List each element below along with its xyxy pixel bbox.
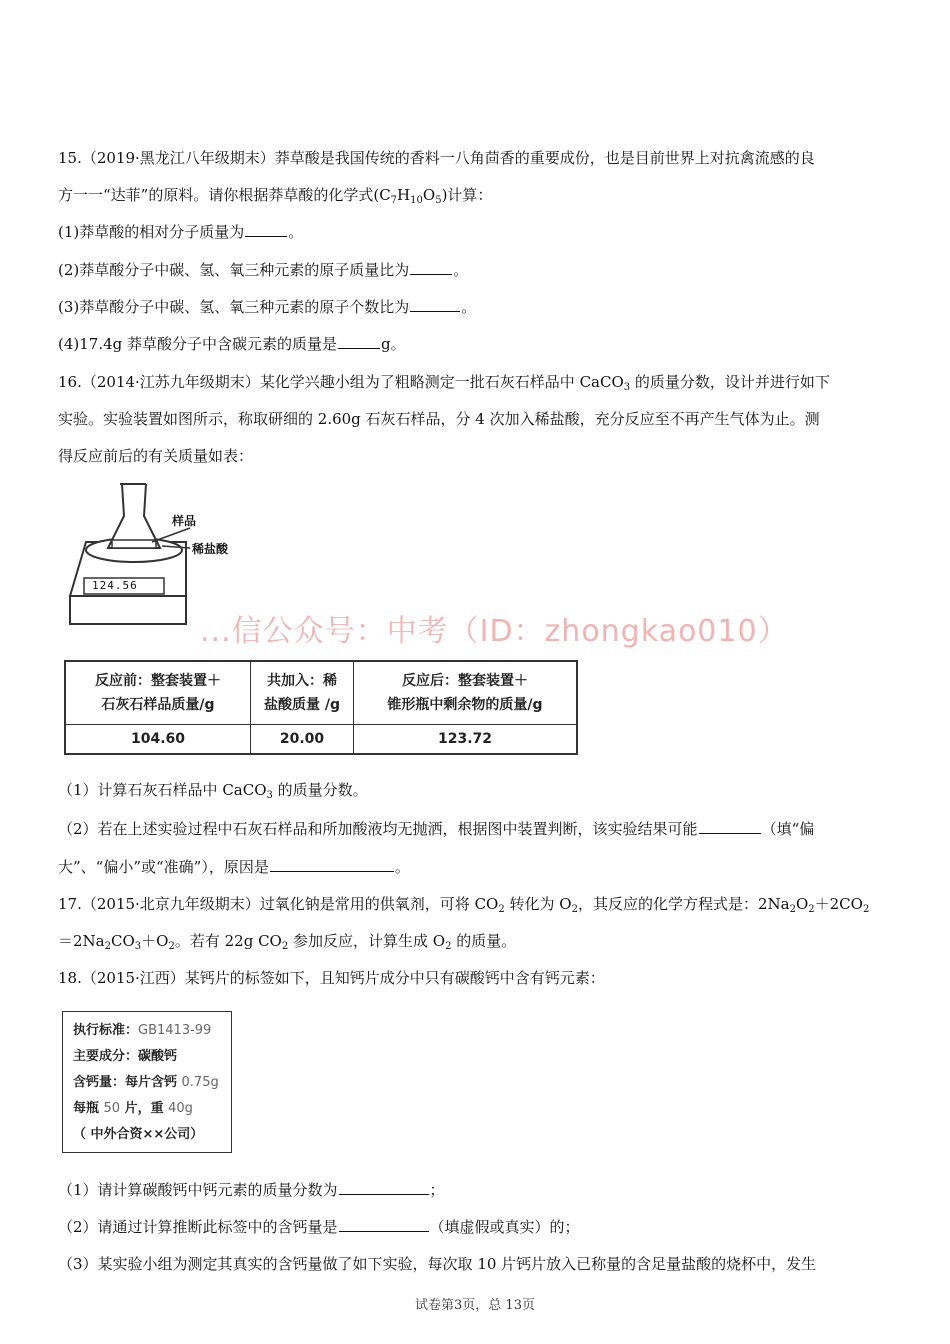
sample-label: 样品 (172, 514, 197, 528)
q18-stem: 18.（2015·江西）某钙片的标签如下，且知钙片成分中只有碳酸钙中含有钙元素： (58, 969, 605, 987)
q16-stem-line2: 实验。实验装置如图所示，称取研细的 2.60g 石灰石样品，分 4 次加入稀盐酸，充分反应至不再产生气体为止。测 (58, 410, 820, 428)
answer-blank (339, 1180, 429, 1195)
q15-part1: (1)莽草酸的相对分子质量为 。 (58, 223, 304, 241)
table-cell: 123.72 (354, 725, 578, 755)
q15-part2: (2)莽草酸分子中碳、氢、氧三种元素的原子质量比为 。 (58, 261, 469, 279)
table-header-row (65, 661, 577, 725)
q17-stem-line1: 17.（2015·北京九年级期末）过氧化钠是常用的供氧剂，可将 $CO_2$ 转化为 $O_2$，其反应的化学方程式是：$2Na_2O_2+2CO_2$ (58, 895, 870, 915)
q16-part2: （2）若在上述实验过程中石灰石样品和所加酸液均无抛洒，根据图中装置判断，该实验结果可能 （填“偏 (58, 820, 815, 838)
balance-display-reading: 124.56 (92, 579, 138, 592)
table-cell: 20.00 (251, 725, 354, 755)
table-header-cell: 共加入：稀 盐酸质量 /g (251, 661, 354, 725)
label-company: （ 中外合资××公司） (73, 1127, 204, 1142)
calcium-tablet-label (62, 1011, 232, 1153)
label-bottle-info: 每瓶 50 片，重 40g (73, 1101, 193, 1116)
answer-blank (270, 857, 394, 872)
table-cell: 104.60 (65, 725, 251, 755)
q15-part4: (4)17.4g 莽草酸分子中含碳元素的质量是 g。 (58, 335, 406, 353)
label-ingredient: 主要成分：碳酸钙 (73, 1049, 178, 1064)
q17-stem-line2: $=2Na_2CO_3+O_2$。若有 22g $CO_2$ 参加反应，计算生成 $O_2$ 的质量。 (58, 932, 517, 952)
q18-part3: （3）某实验小组为测定其真实的含钙量做了如下实验，每次取 10 片钙片放入已称量的含足量盐酸的烧杯中，发生 (58, 1255, 817, 1273)
label-standard: 执行标准：GB1413-99 (73, 1023, 212, 1038)
answer-blank (245, 222, 287, 237)
answer-blank (699, 819, 761, 834)
watermark: ...信公众号：中考（ID：zhongkao010） (200, 614, 789, 649)
q15-part3: (3)莽草酸分子中碳、氢、氧三种元素的原子个数比为 。 (58, 298, 477, 316)
label-calcium-content: 含钙量：每片含钙 0.75g (73, 1075, 219, 1090)
table-header-cell: 反应前：整套装置＋ 石灰石样品质量/g (65, 661, 251, 725)
q15-stem-line2: 方一一“达菲”的原料。请你根据莽草酸的化学式$(C_7H_{10}O_5)$计算： (58, 186, 493, 206)
answer-blank (338, 334, 380, 349)
table-header-cell: 反应后：整套装置＋ 锥形瓶中剩余物的质量/g (354, 661, 578, 725)
acid-label: 稀盐酸 (192, 542, 229, 556)
answer-blank (339, 1217, 429, 1232)
mass-data-table (64, 660, 578, 755)
q18-part1: （1）请计算碳酸钙中钙元素的质量分数为 ； (58, 1181, 445, 1199)
q15-stem-line1: 15.（2019·黑龙江八年级期末）莽草酸是我国传统的香料一八角茴香的重要成份，也是目前世界上对抗禽流感的良 (58, 149, 815, 167)
q16-part2-cont: 大”、“偏小”或“准确”），原因是 。 (58, 858, 410, 876)
q18-part2: （2）请通过计算推断此标签中的含钙量是 （填虚假或真实）的； (58, 1218, 580, 1236)
answer-blank (410, 297, 460, 312)
q16-part1: （1）计算石灰石样品中 CaCO$_3$ 的质量分数。 (58, 781, 368, 801)
table-row (65, 725, 577, 755)
page-footer: 试卷第3页，总 13页 (415, 1298, 535, 1313)
q16-stem-line3: 得反应前后的有关质量如表： (58, 447, 254, 465)
answer-blank (410, 260, 452, 275)
q16-stem-line1: 16.（2014·江苏九年级期末）某化学兴趣小组为了粗略测定一批石灰石样品中 CaCO$_3$ 的质量分数，设计并进行如下 (58, 373, 830, 393)
